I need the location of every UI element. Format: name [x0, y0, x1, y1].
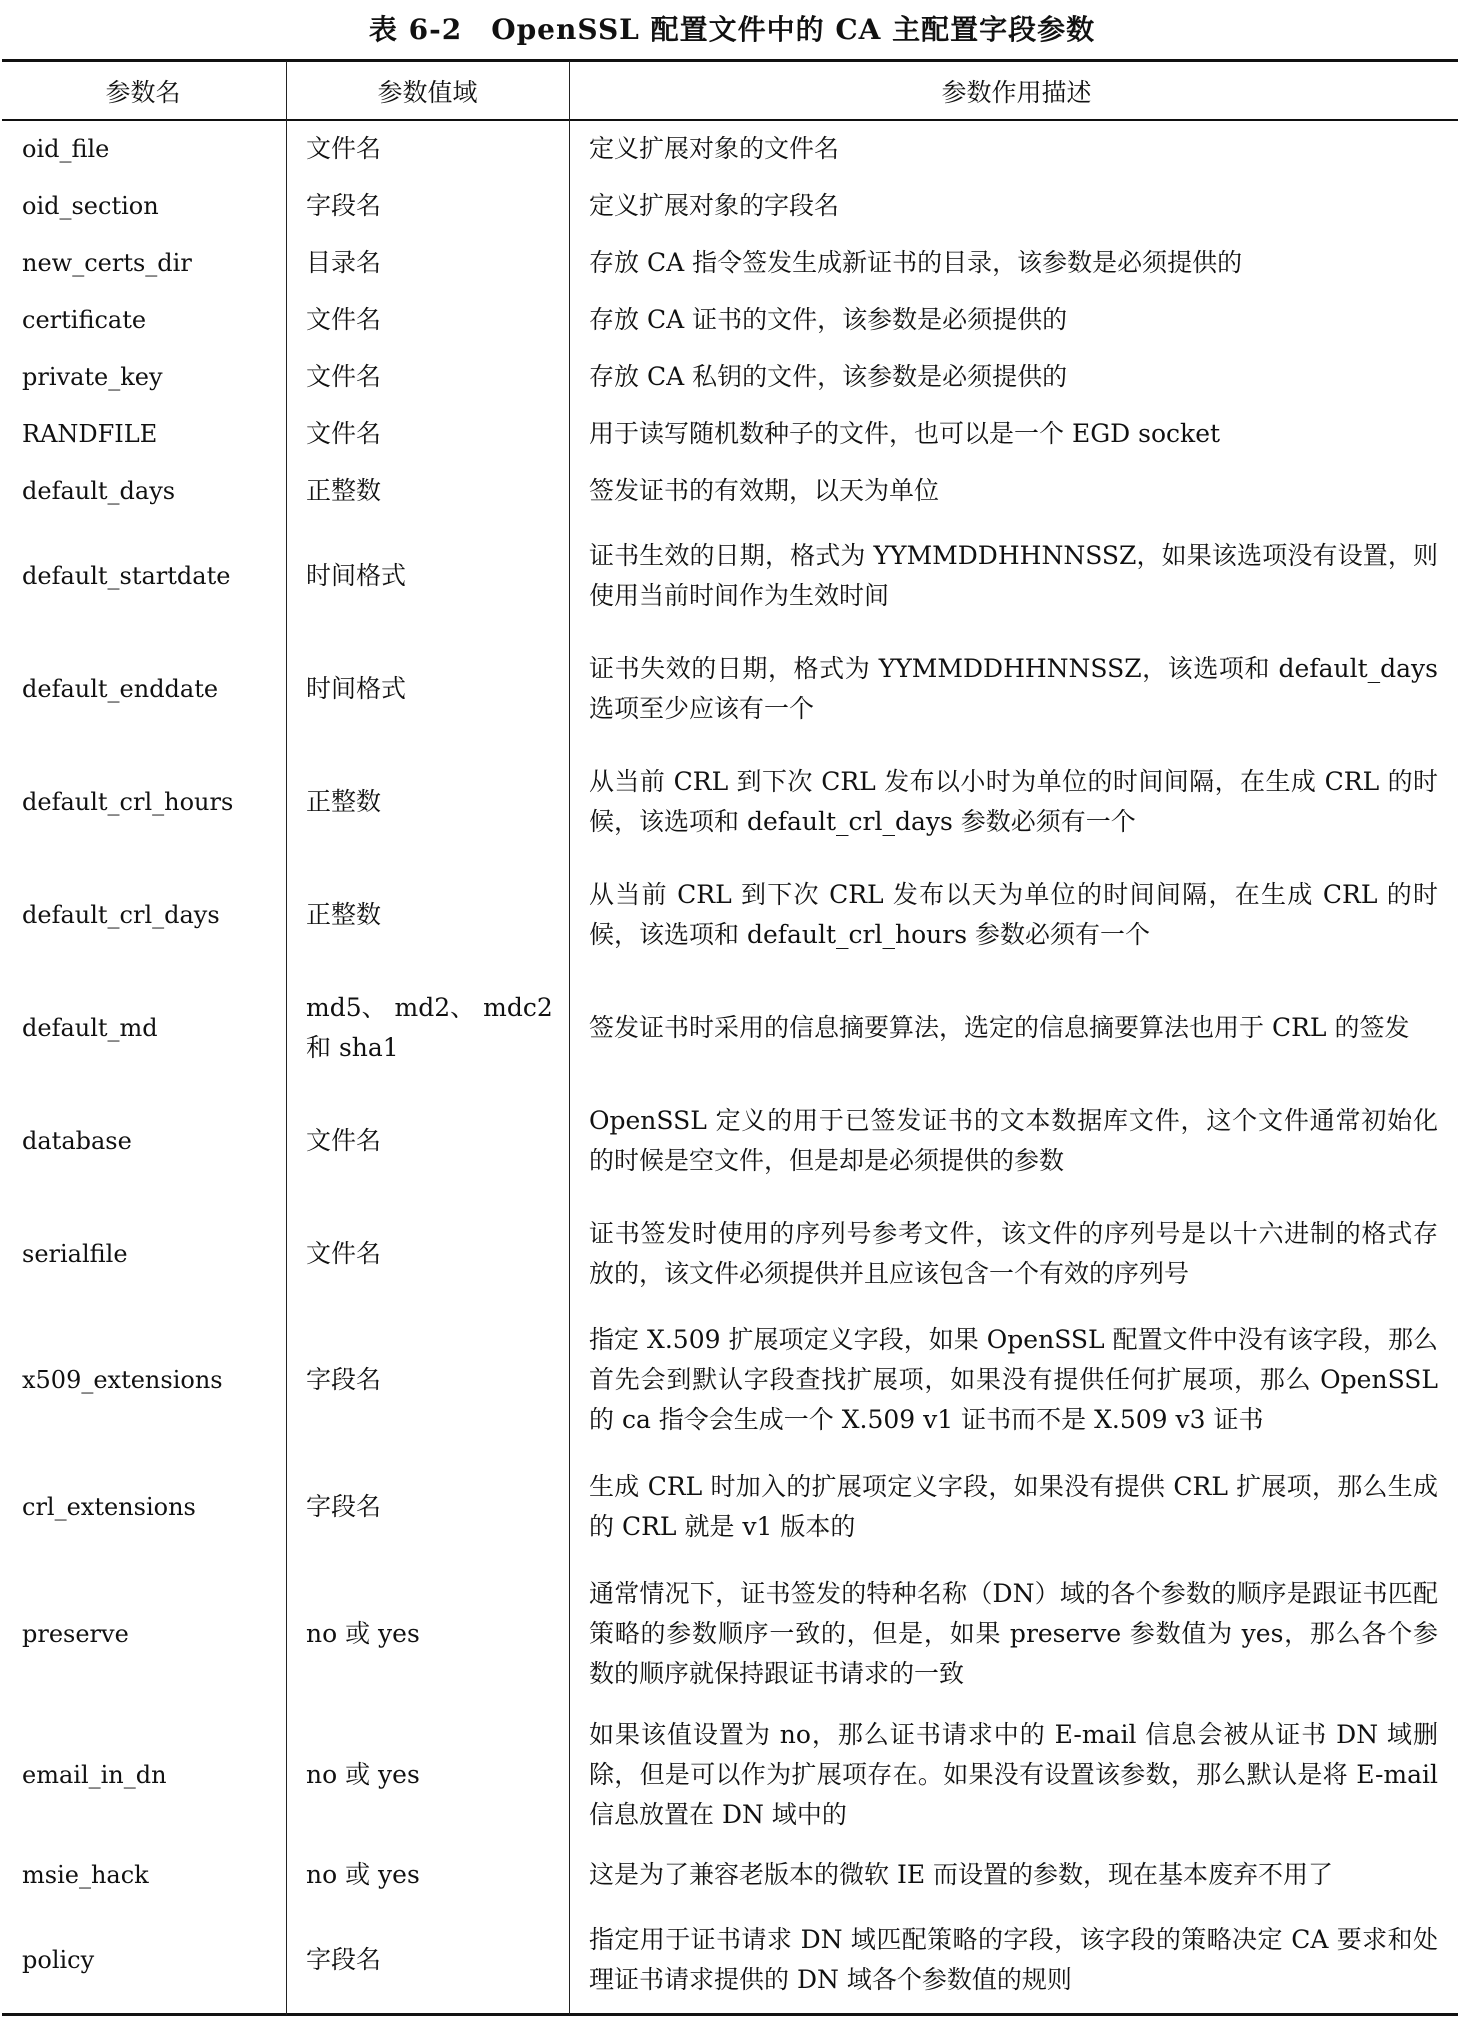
param-description-cell — [569, 632, 1454, 745]
param-range: 目录名 — [306, 247, 382, 277]
table-row — [0, 1563, 1464, 1705]
param-description: 通常情况下，证书签发的特种名称（DN）域的各个参数的顺序是跟证书匹配策略的参数顺序一致的，但是，如果 preserve 参数值为 yes，那么各个参数的顺序就保持跟证书请求的一致 — [589, 1579, 1438, 1688]
table-row — [0, 1450, 1464, 1563]
param-description: 存放 CA 证书的文件，该参数是必须提供的 — [589, 304, 1068, 334]
param-description: 如果该值设置为 no，那么证书请求中的 E-mail 信息会被从证书 DN 域删除，但是可以作为扩展项存在。如果没有设置该参数，那么默认是将 E-mail 信息放置在 DN 域中的 — [589, 1720, 1438, 1829]
param-name: database — [22, 1126, 132, 1155]
param-name: default_crl_hours — [22, 787, 234, 816]
param-range-cell — [286, 462, 569, 519]
param-name: serialfile — [22, 1239, 128, 1268]
param-range: 文件名 — [306, 133, 382, 163]
param-range: 正整数 — [306, 786, 382, 816]
param-name: oid_section — [22, 191, 159, 220]
param-range-cell — [286, 1563, 569, 1705]
param-name: crl_extensions — [22, 1492, 196, 1521]
param-name-cell — [0, 405, 286, 462]
param-description: 证书失效的日期，格式为 YYMMDDHHNNSSZ，该选项和 default_days 选项至少应该有一个 — [589, 653, 1438, 723]
param-description: 定义扩展对象的字段名 — [589, 190, 840, 220]
param-name-cell — [0, 971, 286, 1084]
param-name: preserve — [22, 1620, 129, 1648]
table-row — [0, 971, 1464, 1084]
table-row — [0, 632, 1464, 745]
param-name: certificate — [22, 305, 147, 334]
param-range-cell — [286, 1084, 569, 1197]
param-name-cell — [0, 291, 286, 348]
param-description-cell — [569, 971, 1454, 1084]
param-range: 字段名 — [306, 190, 382, 220]
table-row — [0, 858, 1464, 971]
param-description: 证书签发时使用的序列号参考文件，该文件的序列号是以十六进制的格式存放的，该文件必须提供并且应该包含一个有效的序列号 — [589, 1218, 1438, 1288]
param-name: new_certs_dir — [22, 248, 192, 277]
param-description-cell — [569, 858, 1454, 971]
param-name: msie_hack — [22, 1861, 149, 1889]
param-description-cell — [569, 745, 1454, 858]
table-row — [0, 177, 1464, 234]
param-description-cell — [569, 1310, 1454, 1450]
param-description: 这是为了兼容老版本的微软 IE 而设置的参数，现在基本废弃不用了 — [589, 1860, 1334, 1889]
param-name: oid_file — [22, 134, 110, 163]
param-range: 文件名 — [306, 304, 382, 334]
param-name-cell — [0, 348, 286, 405]
param-description-cell — [569, 348, 1454, 405]
param-range-cell — [286, 1310, 569, 1450]
param-name-cell — [0, 462, 286, 519]
table-row — [0, 462, 1464, 519]
param-description-cell — [569, 291, 1454, 348]
table-row — [0, 1705, 1464, 1845]
param-range: 字段名 — [306, 1365, 382, 1394]
param-description: 从当前 CRL 到下次 CRL 发布以小时为单位的时间间隔，在生成 CRL 的时候，该选项和 default_crl_days 参数必须有一个 — [589, 766, 1438, 836]
param-range-cell — [286, 234, 569, 291]
param-range: 正整数 — [306, 475, 382, 505]
param-description-cell — [569, 1450, 1454, 1563]
header-param-name: 参数名 — [105, 77, 181, 107]
param-range: 文件名 — [306, 1125, 382, 1155]
table-row — [0, 519, 1464, 632]
param-description: 指定 X.509 扩展项定义字段，如果 OpenSSL 配置文件中没有该字段，那么首先会到默认字段查找扩展项，如果没有提供任何扩展项，那么 OpenSSL 的 ca 指令会生成一个 X.509 v1 证书而不是 X.509 v3 证书 — [589, 1325, 1438, 1434]
param-description: 签发证书的有效期，以天为单位 — [589, 475, 940, 505]
param-range-cell — [286, 858, 569, 971]
param-range: no 或 yes — [306, 1760, 420, 1789]
param-range-cell — [286, 120, 569, 177]
table-row — [0, 1084, 1464, 1197]
param-description: 生成 CRL 时加入的扩展项定义字段，如果没有提供 CRL 扩展项，那么生成的 CRL 就是 v1 版本的 — [589, 1471, 1438, 1541]
param-name: email_in_dn — [22, 1761, 167, 1789]
table-row — [0, 1845, 1464, 1905]
param-description: 证书生效的日期，格式为 YYMMDDHHNNSSZ，如果该选项没有设置，则使用当前时间作为生效时间 — [589, 540, 1438, 610]
param-range: 时间格式 — [306, 673, 407, 703]
param-name-cell — [0, 1197, 286, 1310]
param-range: no 或 yes — [306, 1619, 420, 1648]
table-row — [0, 234, 1464, 291]
param-description: 签发证书时采用的信息摘要算法，选定的信息摘要算法也用于 CRL 的签发 — [589, 1012, 1410, 1042]
param-description-cell — [569, 1563, 1454, 1705]
param-range: 文件名 — [306, 1238, 382, 1268]
param-description-cell — [569, 1084, 1454, 1197]
param-name-cell — [0, 234, 286, 291]
param-name-cell — [0, 177, 286, 234]
param-name-cell — [0, 1450, 286, 1563]
table-row — [0, 120, 1464, 177]
param-name: private_key — [22, 362, 163, 391]
param-description-cell — [569, 234, 1454, 291]
param-name-cell — [0, 1905, 286, 2015]
param-description: 定义扩展对象的文件名 — [589, 133, 840, 163]
param-description-cell — [569, 120, 1454, 177]
param-range: 时间格式 — [306, 560, 407, 590]
param-description-cell — [569, 1905, 1454, 2015]
param-description: 存放 CA 私钥的文件，该参数是必须提供的 — [589, 361, 1068, 391]
param-description-cell — [569, 462, 1454, 519]
param-range: 文件名 — [306, 361, 382, 391]
table-row — [0, 1197, 1464, 1310]
table-row — [0, 348, 1464, 405]
param-range-cell — [286, 405, 569, 462]
param-range-cell — [286, 519, 569, 632]
param-name: default_enddate — [22, 674, 219, 703]
param-name-cell — [0, 1845, 286, 1905]
table-row — [0, 745, 1464, 858]
param-name: x509_extensions — [22, 1366, 223, 1394]
param-range: 正整数 — [306, 899, 382, 929]
param-description-cell — [569, 1705, 1454, 1845]
param-name-cell — [0, 632, 286, 745]
param-range-cell — [286, 348, 569, 405]
param-range: 字段名 — [306, 1945, 382, 1974]
param-range-cell — [286, 291, 569, 348]
header-param-range: 参数值域 — [377, 77, 478, 107]
param-description-cell — [569, 1197, 1454, 1310]
table-row — [0, 1905, 1464, 2015]
param-description-cell — [569, 177, 1454, 234]
param-range-cell — [286, 745, 569, 858]
param-range-cell — [286, 1905, 569, 2015]
param-name: default_crl_days — [22, 900, 220, 929]
param-description: 指定用于证书请求 DN 域匹配策略的字段，该字段的策略决定 CA 要求和处理证书请求提供的 DN 域各个参数值的规则 — [589, 1925, 1438, 1994]
param-range-cell — [286, 1705, 569, 1845]
param-description-cell — [569, 405, 1454, 462]
param-name-cell — [0, 120, 286, 177]
table-body — [0, 120, 1464, 2015]
param-name-cell — [0, 745, 286, 858]
param-name: default_startdate — [22, 561, 231, 590]
param-range: 文件名 — [306, 418, 382, 448]
param-description: 用于读写随机数种子的文件，也可以是一个 EGD socket — [589, 418, 1221, 448]
param-range-cell — [286, 1197, 569, 1310]
param-description: 存放 CA 指令签发生成新证书的目录，该参数是必须提供的 — [589, 247, 1243, 277]
param-name: default_md — [22, 1013, 158, 1042]
param-name-cell — [0, 1563, 286, 1705]
param-name: RANDFILE — [22, 419, 158, 448]
param-range-cell — [286, 1450, 569, 1563]
param-range: no 或 yes — [306, 1860, 420, 1889]
table-row — [0, 291, 1464, 348]
param-range-cell — [286, 632, 569, 745]
param-name: policy — [22, 1946, 95, 1974]
param-name-cell — [0, 858, 286, 971]
param-description-cell — [569, 519, 1454, 632]
param-name: default_days — [22, 476, 176, 505]
param-name-cell — [0, 1310, 286, 1450]
param-range-cell — [286, 177, 569, 234]
param-name-cell — [0, 1084, 286, 1197]
param-description: OpenSSL 定义的用于已签发证书的文本数据库文件，这个文件通常初始化的时候是空文件，但是却是必须提供的参数 — [589, 1105, 1438, 1175]
header-param-description: 参数作用描述 — [941, 77, 1092, 107]
param-range: md5、 md2、 mdc2 和 sha1 — [306, 992, 553, 1062]
param-name-cell — [0, 519, 286, 632]
param-range: 字段名 — [306, 1491, 382, 1521]
table-row — [0, 1310, 1464, 1450]
param-description-cell — [569, 1845, 1454, 1905]
param-range-cell — [286, 1845, 569, 1905]
table-title: 表 6-2 OpenSSL 配置文件中的 CA 主配置字段参数 — [368, 13, 1096, 46]
param-range-cell — [286, 971, 569, 1084]
param-description: 从当前 CRL 到下次 CRL 发布以天为单位的时间间隔，在生成 CRL 的时候，该选项和 default_crl_hours 参数必须有一个 — [589, 879, 1438, 949]
table-row — [0, 405, 1464, 462]
param-name-cell — [0, 1705, 286, 1845]
